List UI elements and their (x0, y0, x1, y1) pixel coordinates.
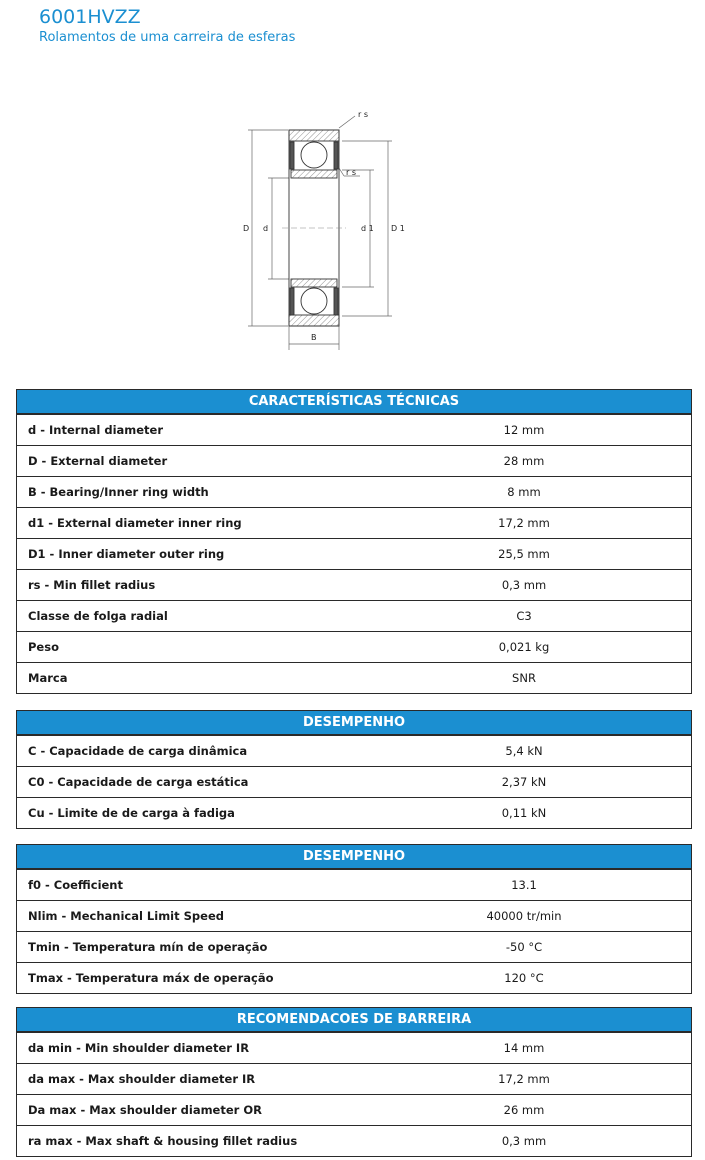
row-value: SNR (512, 671, 536, 685)
section-barrier-recommendations (16, 1007, 692, 1157)
table-row (17, 445, 691, 476)
section-header: DESEMPENHO (17, 845, 691, 869)
label-d: d (263, 224, 269, 233)
label-D1: D 1 (391, 224, 405, 233)
page-subtitle: Rolamentos de uma carreira de esferas (39, 30, 296, 45)
row-value: 0,3 mm (501, 578, 547, 592)
row-label: D - External diameter (28, 454, 168, 468)
table-row (17, 476, 691, 507)
table-row (17, 735, 691, 766)
row-value: 5,4 kN (505, 744, 543, 758)
row-value: 13.1 (511, 878, 537, 892)
row-label: da min - Min shoulder diameter IR (28, 1041, 250, 1055)
row-value: 12 mm (503, 423, 545, 437)
table-row (17, 797, 691, 828)
row-label: Tmax - Temperatura máx de operação (28, 971, 274, 985)
table-row (17, 931, 691, 962)
row-value: 0,11 kN (501, 806, 547, 820)
section-performance-load (16, 710, 692, 829)
label-D: D (243, 224, 250, 233)
table-row (17, 569, 691, 600)
row-label: D1 - Inner diameter outer ring (28, 547, 225, 561)
row-value: 2,37 kN (501, 775, 547, 789)
table-row (17, 414, 691, 445)
row-label: da max - Max shoulder diameter IR (28, 1072, 256, 1086)
table-row (17, 962, 691, 993)
row-label: f0 - Coefficient (28, 878, 123, 892)
section-technical-characteristics (16, 389, 692, 694)
row-value: 25,5 mm (498, 547, 550, 561)
table-row (17, 631, 691, 662)
row-label: d - Internal diameter (28, 423, 164, 437)
row-value: C3 (516, 609, 532, 623)
label-rs-top: r s (358, 110, 368, 119)
row-label: Nlim - Mechanical Limit Speed (28, 909, 224, 923)
table-row (17, 538, 691, 569)
table-row (17, 1063, 691, 1094)
label-d1: d 1 (361, 224, 374, 233)
row-value: 0,021 kg (498, 640, 550, 654)
table-row (17, 900, 691, 931)
row-label: Da max - Max shoulder diameter OR (28, 1103, 262, 1117)
row-label: rs - Min fillet radius (28, 578, 156, 592)
row-label: ra max - Max shaft & housing fillet radius (28, 1134, 298, 1148)
row-value: 0,3 mm (501, 1134, 547, 1148)
section-header: DESEMPENHO (17, 711, 691, 735)
table-row (17, 766, 691, 797)
bearing-diagram (230, 104, 430, 354)
row-value: 17,2 mm (498, 516, 550, 530)
table-row (17, 1125, 691, 1156)
section-performance-speed (16, 844, 692, 994)
table-row (17, 1094, 691, 1125)
row-value: -50 °C (505, 940, 543, 954)
section-header: RECOMENDACOES DE BARREIRA (17, 1008, 691, 1032)
table-row (17, 869, 691, 900)
row-label: Peso (28, 640, 59, 654)
row-label: d1 - External diameter inner ring (28, 516, 242, 530)
row-label: Cu - Limite de de carga à fadiga (28, 806, 235, 820)
row-value: 26 mm (503, 1103, 545, 1117)
row-value: 14 mm (503, 1041, 545, 1055)
table-row (17, 1032, 691, 1063)
row-label: Marca (28, 671, 68, 685)
row-label: C0 - Capacidade de carga estática (28, 775, 249, 789)
table-row (17, 662, 691, 693)
row-label: B - Bearing/Inner ring width (28, 485, 209, 499)
row-label: C - Capacidade de carga dinâmica (28, 744, 248, 758)
row-value: 17,2 mm (498, 1072, 550, 1086)
table-row (17, 600, 691, 631)
row-value: 120 °C (504, 971, 544, 985)
row-value: 8 mm (507, 485, 541, 499)
row-label: Tmin - Temperatura mín de operação (28, 940, 268, 954)
row-label: Classe de folga radial (28, 609, 168, 623)
section-header: CARACTERÍSTICAS TÉCNICAS (17, 390, 691, 414)
label-rs-inner: r s (346, 168, 356, 177)
row-value: 28 mm (503, 454, 545, 468)
page-title: 6001HVZZ (39, 6, 141, 28)
label-B: B (311, 333, 317, 342)
table-row (17, 507, 691, 538)
row-value: 40000 tr/min (486, 909, 562, 923)
